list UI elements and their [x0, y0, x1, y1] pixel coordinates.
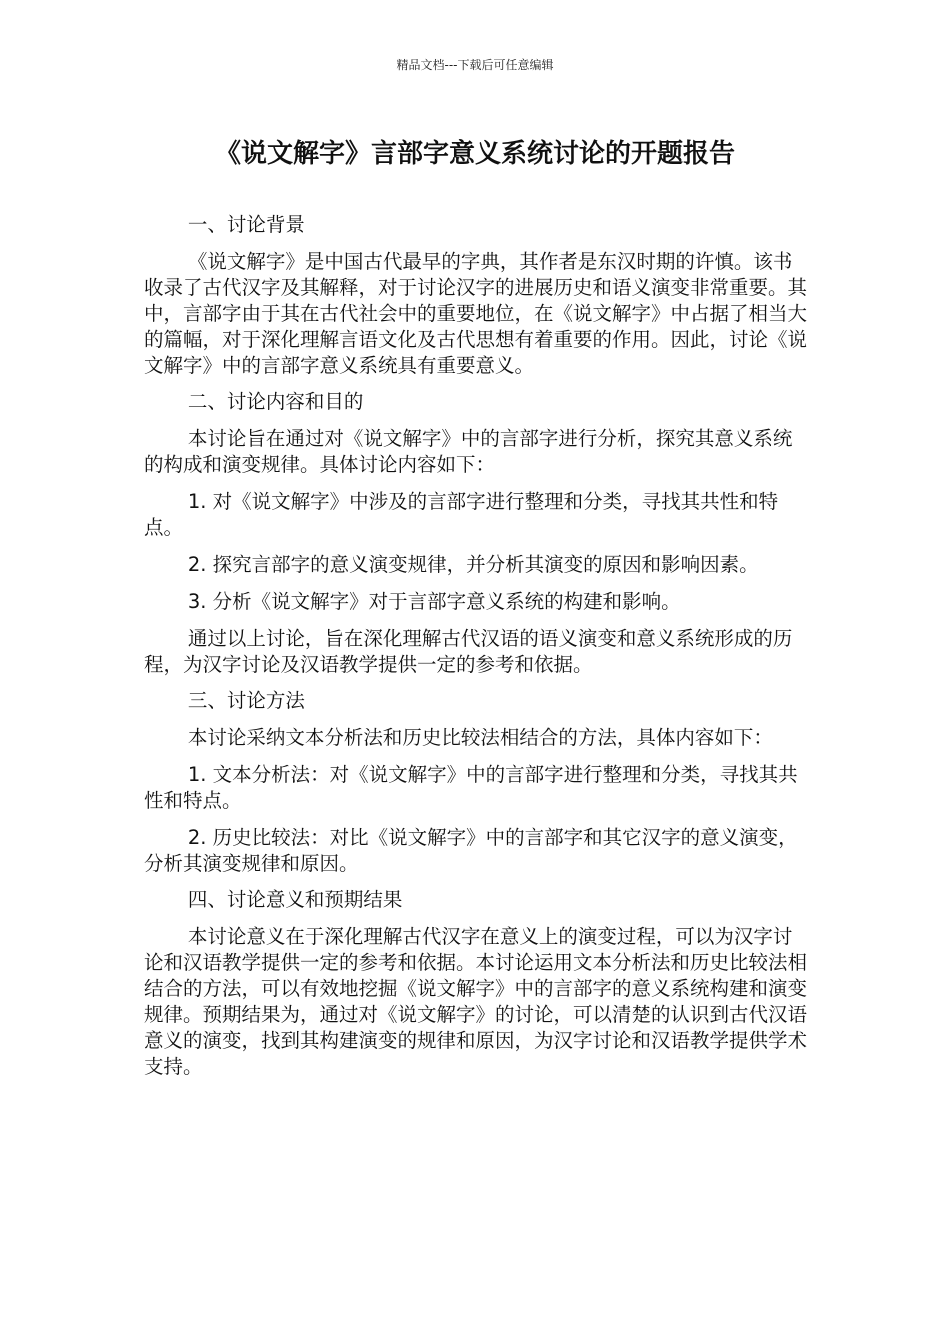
document-title: 《说文解字》言部字意义系统讨论的开题报告: [214, 139, 735, 169]
paragraph-content-intro: 本讨论旨在通过对《说文解字》中的言部字进行分析，探究其意义系统的构成和演变规律。具体讨论内容如下：: [144, 427, 793, 476]
section-heading-significance: 四、讨论意义和预期结果: [187, 888, 403, 911]
list-item-content-2: 2. 探究言部字的意义演变规律，并分析其演变的原因和影响因素。: [187, 553, 759, 576]
list-item-method-2: 2. 历史比较法：对比《说文解字》中的言部字和其它汉字的意义演变，分析其演变规律和原因。: [144, 826, 798, 875]
list-item-content-1: 1. 对《说文解字》中涉及的言部字进行整理和分类，寻找其共性和特点。: [144, 490, 779, 539]
document-body: [144, 212, 808, 1080]
paragraph-significance: 本讨论意义在于深化理解古代汉字在意义上的演变过程，可以为汉字讨论和汉语教学提供一定的参考和依据。本讨论运用文本分析法和历史比较法相结合的方法，可以有效地挖掘《说文解字》中的言部字的意义系统构建和演变规律。预期结果为，通过对《说文解字》的讨论，可以清楚的认识到古代汉语意义的演变，找到其构建演变的规律和原因，为汉字讨论和汉语教学提供学术支持。: [144, 925, 808, 1078]
section-heading-content-purpose: 二、讨论内容和目的: [187, 390, 364, 413]
paragraph-method-intro: 本讨论采纳文本分析法和历史比较法相结合的方法，具体内容如下：: [187, 726, 773, 749]
header-note: 精品文档---下载后可任意编辑: [396, 58, 554, 72]
section-heading-background: 一、讨论背景: [187, 213, 305, 236]
paragraph-background: 《说文解字》是中国古代最早的字典，其作者是东汉时期的许慎。该书收录了古代汉字及其解释，对于讨论汉字的进展历史和语义演变非常重要。其中，言部字由于其在古代社会中的重要地位，在《说文解字》中占据了相当大的篇幅，对于深化理解言语文化及古代思想有着重要的作用。因此，讨论《说文解字》中的言部字意义系统具有重要意义。: [144, 250, 808, 377]
list-item-content-3: 3. 分析《说文解字》对于言部字意义系统的构建和影响。: [187, 590, 681, 613]
list-item-method-1: 1. 文本分析法：对《说文解字》中的言部字进行整理和分类，寻找其共性和特点。: [144, 763, 798, 812]
paragraph-content-summary: 通过以上讨论，旨在深化理解古代汉语的语义演变和意义系统形成的历程，为汉字讨论及汉语教学提供一定的参考和依据。: [144, 627, 793, 676]
section-heading-method: 三、讨论方法: [187, 689, 305, 712]
